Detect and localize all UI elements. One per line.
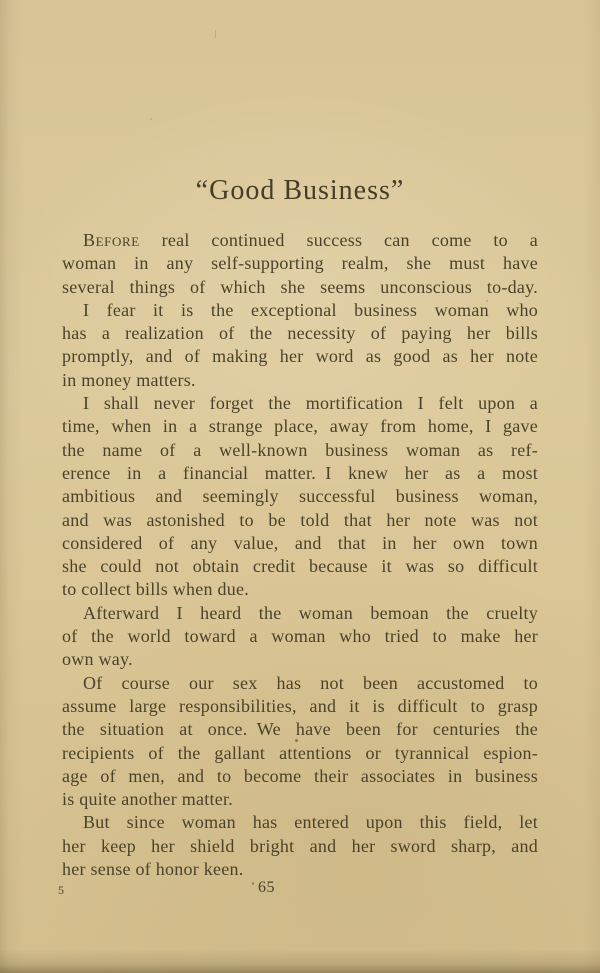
page-footer (0, 879, 600, 901)
text-line (62, 229, 538, 252)
text-line: and was astonished to be told that her note was not (62, 509, 538, 530)
text-line: has a realization of the necessity of paying her bills (62, 323, 538, 344)
text-line: her sense of honor keen. (62, 859, 244, 880)
text-line: erence in a financial matter. I knew her as a most (62, 462, 538, 483)
text-line: considered of any value, and that in her own town (62, 532, 538, 553)
text-line: recipients of the gallant attentions or tyrannical espion- (62, 742, 538, 763)
text-line: Of course our sex has not been accustomed to (83, 672, 538, 693)
signature-number: 5 (58, 883, 64, 897)
text-line: to collect bills when due. (62, 579, 249, 600)
text-block (62, 176, 538, 881)
page-number: 65 (258, 879, 275, 896)
text-line: is quite another matter. (62, 789, 233, 810)
lead-word-smallcaps: Before (83, 230, 140, 250)
paragraph (62, 299, 538, 392)
text-line: of the world toward a woman who tried to make her (62, 626, 538, 647)
text-line-rest: real continued success can come to a (139, 230, 538, 250)
text-line: time, when in a strange place, away from home, I gave (62, 416, 538, 437)
text-line: the situation at once. We have been for centuries the (62, 719, 538, 740)
text-line: her keep her shield bright and her sword sharp, and (62, 835, 538, 856)
text-line: I fear it is the exceptional business woman who (83, 299, 538, 320)
text-line: age of men, and to become their associates in business (62, 765, 538, 786)
text-line: I shall never forget the mortification I felt upon a (83, 393, 538, 414)
text-line: own way. (62, 649, 133, 670)
paper-speck (150, 118, 152, 120)
text-line: she could not obtain credit because it was so difficult (62, 556, 538, 577)
paragraph (62, 229, 538, 299)
text-line: assume large responsibilities, and it is difficult to grasp (62, 695, 538, 716)
paper-speck (486, 300, 488, 302)
text-line: ambitious and seemingly successful business woman, (62, 486, 538, 507)
text-line: woman in any self-supporting realm, she must have (62, 253, 538, 274)
chapter-title: “Good Business” (195, 175, 405, 206)
text-line: the name of a well-known business woman as ref- (62, 439, 538, 460)
text-line: promptly, and of making her word as good as her note (62, 346, 538, 367)
text-line: But since woman has entered upon this field, let (83, 812, 538, 833)
paper-speck (295, 739, 298, 742)
paragraph (62, 811, 538, 881)
paper-speck (252, 882, 254, 885)
text-line: Afterward I heard the woman bemoan the cruelty (83, 602, 538, 623)
paragraph (62, 672, 538, 812)
paper-speck (520, 641, 522, 643)
paragraph (62, 392, 538, 602)
paper-fiber (215, 30, 216, 38)
paragraph (62, 602, 538, 672)
text-line: in money matters. (62, 369, 196, 390)
text-line: several things of which she seems unconscious to-day. (62, 276, 538, 297)
